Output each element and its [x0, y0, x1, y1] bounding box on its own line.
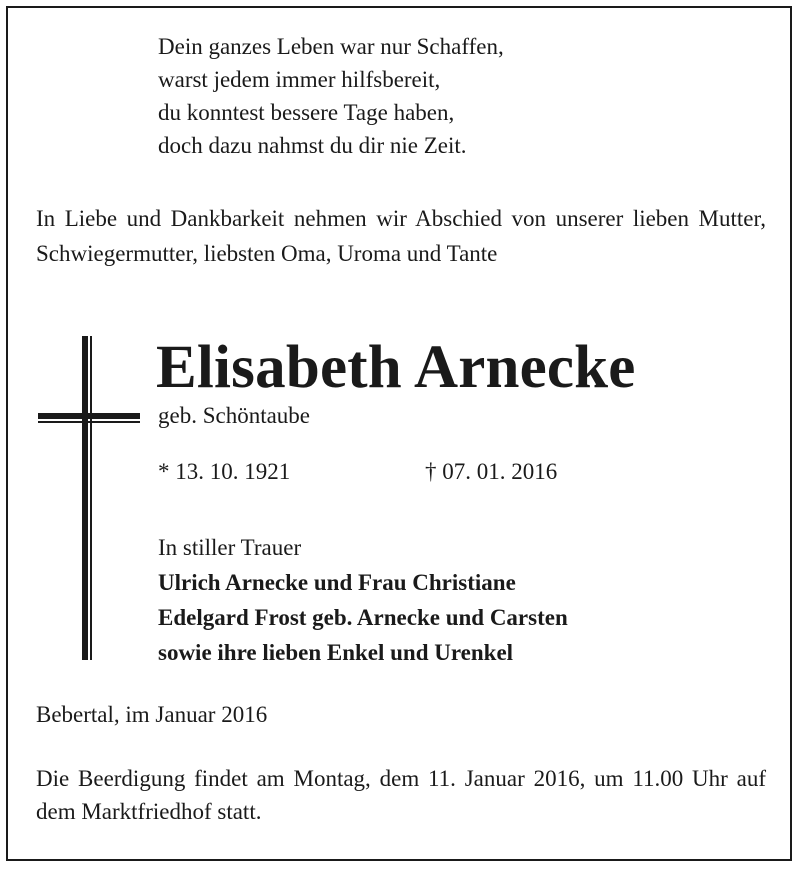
mourner-line: sowie ihre lieben Enkel und Urenkel: [158, 640, 514, 665]
verse-line: warst jedem immer hilfsbereit,: [158, 67, 441, 92]
mourners-block: [158, 530, 568, 670]
verse-line: du konntest bessere Tage haben,: [158, 100, 455, 125]
funeral-info: Die Beerdigung findet am Montag, dem 11. Januar 2016, um 11.00 Uhr auf dem Marktfriedhof statt.: [36, 766, 766, 824]
verse-line: Dein ganzes Leben war nur Schaffen,: [158, 34, 504, 59]
mourner-line: Edelgard Frost geb. Arnecke und Carsten: [158, 605, 568, 630]
farewell-intro: In Liebe und Dankbarkeit nehmen wir Abschied von unserer lieben Mutter, Schwiegermutter, liebsten Oma, Uroma und Tante: [36, 206, 766, 266]
memorial-verse: [158, 30, 504, 162]
verse-line: doch dazu nahmst du dir nie Zeit.: [158, 133, 467, 158]
maiden-name: geb. Schöntaube: [158, 403, 311, 428]
deceased-name: Elisabeth Arnecke: [156, 334, 636, 401]
mourner-line: Ulrich Arnecke und Frau Christiane: [158, 570, 516, 595]
death-date: † 07. 01. 2016: [425, 459, 558, 484]
birth-date: * 13. 10. 1921: [158, 459, 291, 484]
cross-icon: [38, 336, 140, 660]
mourning-heading: In stiller Trauer: [158, 535, 302, 560]
place-date: Bebertal, im Januar 2016: [36, 702, 268, 727]
